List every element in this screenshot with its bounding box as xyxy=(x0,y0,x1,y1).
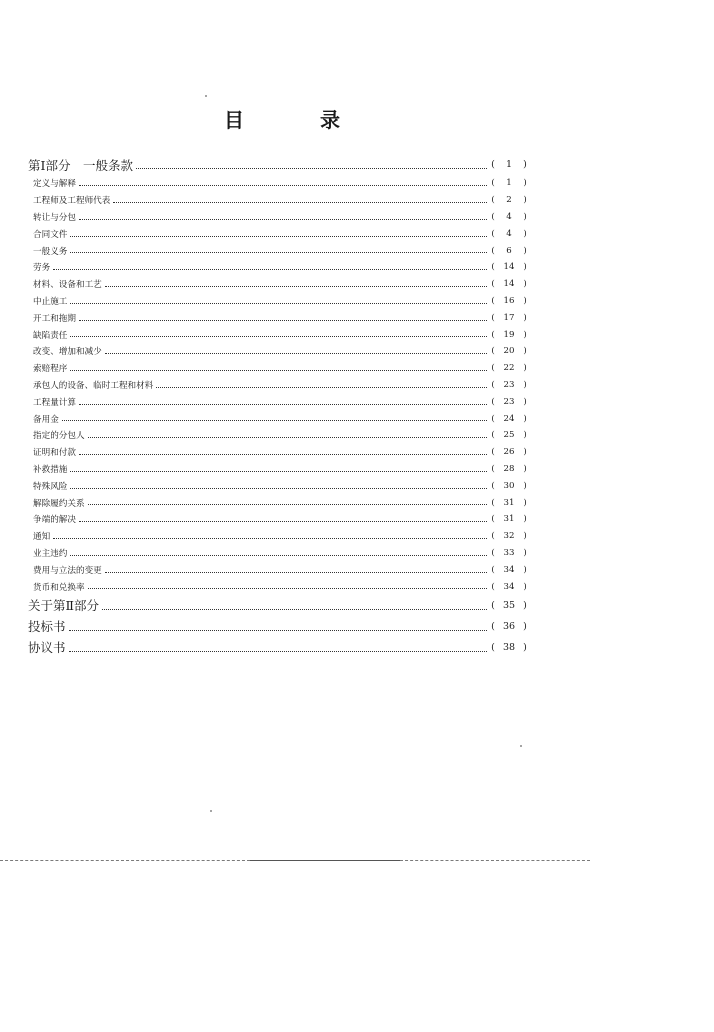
open-paren: ( xyxy=(491,463,495,474)
open-paren: ( xyxy=(491,396,495,407)
toc-entry-label: 争端的解决 xyxy=(33,515,76,526)
toc-page-number xyxy=(490,229,528,239)
toc-page-number xyxy=(490,531,528,541)
toc-entry-label: 劳务 xyxy=(33,263,51,274)
open-paren: ( xyxy=(491,413,495,424)
toc-page-number xyxy=(490,621,528,632)
close-paren: ) xyxy=(523,430,527,441)
toc-page-number xyxy=(490,565,528,575)
open-paren: ( xyxy=(491,329,495,340)
toc-entry xyxy=(28,393,528,410)
close-paren: ) xyxy=(523,581,527,592)
toc-dot-leader xyxy=(53,261,487,271)
open-paren: ( xyxy=(491,564,495,575)
toc-page-number xyxy=(490,430,528,440)
open-paren: ( xyxy=(491,547,495,558)
toc-page-number xyxy=(490,330,528,340)
toc-entry xyxy=(28,192,528,209)
toc-entry xyxy=(28,175,528,192)
toc-entry-label: 业主违约 xyxy=(33,548,68,559)
toc-dot-leader xyxy=(70,462,487,472)
toc-page-number xyxy=(490,642,528,653)
open-paren: ( xyxy=(491,245,495,256)
toc-page-number xyxy=(490,447,528,457)
scan-speck xyxy=(210,810,212,812)
toc-dot-leader xyxy=(70,227,487,237)
page-number-value: 24 xyxy=(503,413,515,424)
page-number-value: 22 xyxy=(503,363,515,374)
toc-entry xyxy=(28,377,528,394)
toc-entry-label: 定义与解释 xyxy=(33,179,76,190)
toc-entry xyxy=(28,616,528,637)
toc-dot-leader xyxy=(79,311,487,321)
toc-entry xyxy=(28,309,528,326)
toc-entry-label: 补救措施 xyxy=(33,464,68,475)
toc-entry-label: 费用与立法的变更 xyxy=(33,565,102,576)
toc-entry xyxy=(28,561,528,578)
toc-entry-label: 关于第Ⅱ部分 xyxy=(28,598,99,614)
toc-entry-label: 投标书 xyxy=(28,619,66,635)
toc-page-number xyxy=(490,212,528,222)
toc-page-number xyxy=(490,262,528,272)
toc-entry xyxy=(28,637,528,658)
toc-entry xyxy=(28,225,528,242)
page-number-value: 20 xyxy=(503,346,515,357)
toc-dot-leader xyxy=(69,618,487,632)
toc-page-number xyxy=(490,296,528,306)
toc-dot-leader xyxy=(105,563,487,573)
page-number-value: 1 xyxy=(506,178,512,189)
page-number-value: 34 xyxy=(503,581,515,592)
toc-dot-leader xyxy=(70,546,487,556)
open-paren: ( xyxy=(491,178,495,189)
scan-speck xyxy=(520,745,522,747)
page-number-value: 35 xyxy=(502,599,516,611)
close-paren: ) xyxy=(523,178,527,189)
open-paren: ( xyxy=(491,641,495,653)
close-paren: ) xyxy=(523,480,527,491)
open-paren: ( xyxy=(491,228,495,239)
toc-page-number xyxy=(490,397,528,407)
toc-page-number xyxy=(490,464,528,474)
open-paren: ( xyxy=(491,620,495,632)
toc-entry-label: 转让与分包 xyxy=(33,212,76,223)
page-number-value: 26 xyxy=(503,447,515,458)
toc-dot-leader xyxy=(88,580,487,590)
toc-entry-label: 改变、增加和减少 xyxy=(33,347,102,358)
close-paren: ) xyxy=(523,211,527,222)
close-paren: ) xyxy=(523,312,527,323)
toc-dot-leader xyxy=(79,210,487,220)
toc-page-number xyxy=(490,582,528,592)
toc-entry-label: 解除履约关系 xyxy=(33,498,85,509)
toc-entry-label: 材料、设备和工艺 xyxy=(33,280,102,291)
toc-page-number xyxy=(490,600,528,611)
page-number-value: 31 xyxy=(503,514,515,525)
page-number-value: 32 xyxy=(503,531,515,542)
page-number-value: 2 xyxy=(506,195,512,206)
footer-rule-center xyxy=(250,860,400,861)
close-paren: ) xyxy=(523,497,527,508)
toc-dot-leader xyxy=(102,597,487,611)
toc-entry-label: 索赔程序 xyxy=(33,364,68,375)
close-paren: ) xyxy=(523,531,527,542)
page-number-value: 31 xyxy=(503,497,515,508)
toc-entry-label: 一般义务 xyxy=(33,246,68,257)
toc-entry xyxy=(28,427,528,444)
toc-entry-label: 工程量计算 xyxy=(33,397,76,408)
page-number-value: 4 xyxy=(506,211,512,222)
close-paren: ) xyxy=(523,463,527,474)
toc-entry xyxy=(28,343,528,360)
toc-dot-leader xyxy=(70,294,487,304)
toc-page-number xyxy=(490,380,528,390)
close-paren: ) xyxy=(523,363,527,374)
page-number-value: 19 xyxy=(503,329,515,340)
scan-speck xyxy=(205,95,207,97)
page-number-value: 14 xyxy=(503,262,515,273)
toc-dot-leader xyxy=(79,513,487,523)
open-paren: ( xyxy=(491,379,495,390)
toc-page-number xyxy=(490,514,528,524)
close-paren: ) xyxy=(523,329,527,340)
page-number-value: 38 xyxy=(502,641,516,653)
toc-entry-label: 开工和拖期 xyxy=(33,313,76,324)
open-paren: ( xyxy=(491,195,495,206)
toc-dot-leader xyxy=(88,429,487,439)
open-paren: ( xyxy=(491,211,495,222)
toc-page-number xyxy=(490,414,528,424)
open-paren: ( xyxy=(491,363,495,374)
toc-entry-label: 缺陷责任 xyxy=(33,330,68,341)
toc-dot-leader xyxy=(70,479,487,489)
toc-entry-label: 中止施工 xyxy=(33,296,68,307)
open-paren: ( xyxy=(491,295,495,306)
toc-page-number xyxy=(490,279,528,289)
page-number-value: 6 xyxy=(506,245,512,256)
open-paren: ( xyxy=(491,480,495,491)
toc-dot-leader xyxy=(70,361,487,371)
open-paren: ( xyxy=(491,346,495,357)
toc-page-number xyxy=(490,246,528,256)
open-paren: ( xyxy=(491,447,495,458)
toc-entry-label: 特殊风险 xyxy=(33,481,68,492)
page-number-value: 36 xyxy=(502,620,516,632)
open-paren: ( xyxy=(491,531,495,542)
toc-dot-leader xyxy=(79,177,487,187)
toc-entry xyxy=(28,154,528,175)
toc-dot-leader xyxy=(136,156,487,170)
toc-entry xyxy=(28,578,528,595)
close-paren: ) xyxy=(523,195,527,206)
page-number-value: 4 xyxy=(506,228,512,239)
close-paren: ) xyxy=(523,346,527,357)
footer-rule-left xyxy=(0,860,250,861)
toc-entry xyxy=(28,511,528,528)
open-paren: ( xyxy=(491,581,495,592)
page-number-value: 14 xyxy=(503,279,515,290)
toc-page-number xyxy=(490,313,528,323)
close-paren: ) xyxy=(523,564,527,575)
close-paren: ) xyxy=(523,295,527,306)
page-number-value: 28 xyxy=(503,463,515,474)
page-number-value: 17 xyxy=(503,312,515,323)
toc-entry-label: 第Ⅰ部分 一般条款 xyxy=(28,157,133,173)
close-paren: ) xyxy=(523,396,527,407)
page-number-value: 16 xyxy=(503,295,515,306)
toc-dot-leader xyxy=(113,193,487,203)
page-number-value: 23 xyxy=(503,396,515,407)
open-paren: ( xyxy=(491,159,495,170)
page-number-value: 25 xyxy=(503,430,515,441)
toc-entry xyxy=(28,595,528,616)
page-number-value: 1 xyxy=(505,159,513,170)
toc-entry-label: 证明和付款 xyxy=(33,448,76,459)
toc-dot-leader xyxy=(70,244,487,254)
toc-entry xyxy=(28,477,528,494)
toc-entry xyxy=(28,293,528,310)
open-paren: ( xyxy=(491,312,495,323)
toc-entry xyxy=(28,444,528,461)
close-paren: ) xyxy=(523,279,527,290)
close-paren: ) xyxy=(523,228,527,239)
toc-entry xyxy=(28,242,528,259)
toc-entry xyxy=(28,494,528,511)
footer-rule-right xyxy=(400,860,590,861)
close-paren: ) xyxy=(523,413,527,424)
toc-page-number xyxy=(490,481,528,491)
toc-entry-label: 货币和兑换率 xyxy=(33,582,85,593)
toc-entry xyxy=(28,360,528,377)
toc-dot-leader xyxy=(79,445,487,455)
toc-page-number xyxy=(490,548,528,558)
close-paren: ) xyxy=(523,447,527,458)
toc-entry xyxy=(28,209,528,226)
open-paren: ( xyxy=(491,514,495,525)
toc-dot-leader xyxy=(156,378,487,388)
close-paren: ) xyxy=(523,547,527,558)
page-title: 目 录 xyxy=(224,108,368,132)
toc-page-number xyxy=(490,159,528,170)
toc-dot-leader xyxy=(70,328,487,338)
toc-entry-label: 指定的分包人 xyxy=(33,431,85,442)
page-number-value: 34 xyxy=(503,564,515,575)
close-paren: ) xyxy=(523,262,527,273)
close-paren: ) xyxy=(523,379,527,390)
toc-entry xyxy=(28,276,528,293)
toc-dot-leader xyxy=(105,277,487,287)
toc-entry-label: 备用金 xyxy=(33,414,59,425)
toc-page-number xyxy=(490,363,528,373)
toc-entry xyxy=(28,461,528,478)
toc-dot-leader xyxy=(53,529,487,539)
toc-entry xyxy=(28,545,528,562)
open-paren: ( xyxy=(491,497,495,508)
toc-dot-leader xyxy=(69,639,487,653)
open-paren: ( xyxy=(491,279,495,290)
toc-entry xyxy=(28,528,528,545)
toc-entry-label: 协议书 xyxy=(28,640,66,656)
open-paren: ( xyxy=(491,430,495,441)
toc-dot-leader xyxy=(105,345,487,355)
toc-page-number xyxy=(490,346,528,356)
toc-page-number xyxy=(490,498,528,508)
close-paren: ) xyxy=(523,514,527,525)
open-paren: ( xyxy=(491,262,495,273)
toc-page-number xyxy=(490,195,528,205)
toc-entry xyxy=(28,326,528,343)
page-number-value: 23 xyxy=(503,379,515,390)
toc-dot-leader xyxy=(79,395,487,405)
toc-entry-label: 通知 xyxy=(33,532,51,543)
toc-dot-leader xyxy=(88,496,487,506)
close-paren: ) xyxy=(523,159,527,170)
toc-entry xyxy=(28,410,528,427)
table-of-contents xyxy=(28,154,528,658)
toc-dot-leader xyxy=(62,412,487,422)
close-paren: ) xyxy=(523,620,527,632)
close-paren: ) xyxy=(523,641,527,653)
page-number-value: 30 xyxy=(503,480,515,491)
page-number-value: 33 xyxy=(503,547,515,558)
toc-entry xyxy=(28,259,528,276)
open-paren: ( xyxy=(491,599,495,611)
close-paren: ) xyxy=(523,599,527,611)
toc-page-number xyxy=(490,178,528,188)
toc-entry-label: 合同文件 xyxy=(33,229,68,240)
close-paren: ) xyxy=(523,245,527,256)
toc-entry-label: 工程师及工程师代表 xyxy=(33,196,111,207)
toc-entry-label: 承包人的设备、临时工程和材料 xyxy=(33,380,154,391)
